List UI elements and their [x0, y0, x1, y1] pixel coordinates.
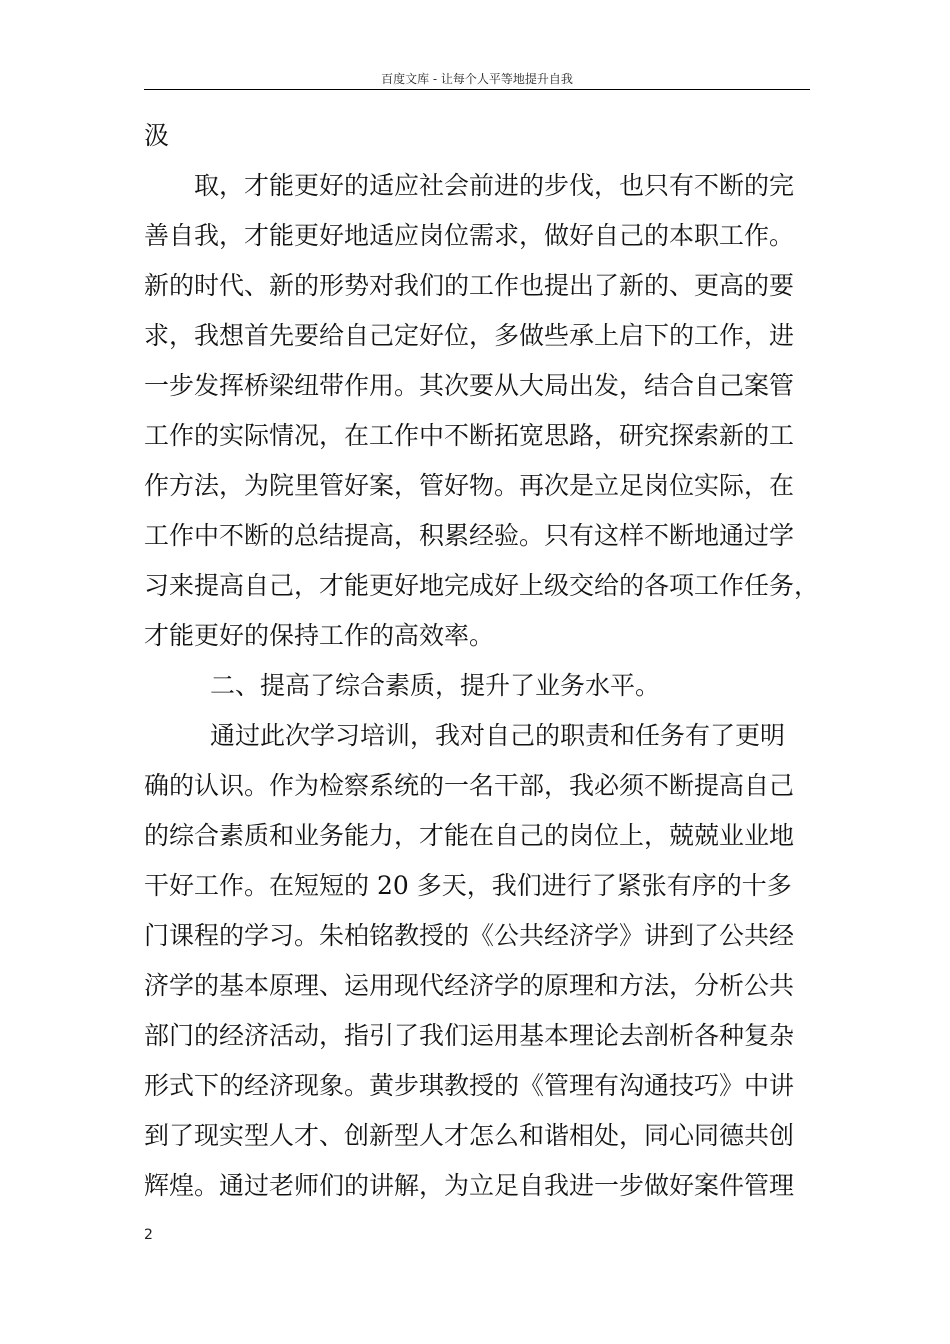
body-line: 门课程的学习。朱柏铭教授的《公共经济学》讲到了公共经	[144, 921, 795, 950]
section-heading: 二、提高了综合素质，提升了业务水平。	[210, 671, 661, 700]
body-line: 取，才能更好的适应社会前进的步伐，也只有不断的完	[194, 171, 795, 200]
body-line: 求，我想首先要给自己定好位，多做些承上启下的工作，进	[144, 321, 795, 350]
body-line: 才能更好的保持工作的高效率。	[144, 621, 495, 650]
body-line: 工作中不断的总结提高，积累经验。只有这样不断地通过学	[144, 521, 795, 550]
body-line: 的综合素质和业务能力，才能在自己的岗位上，兢兢业业地	[144, 821, 795, 850]
document-body	[144, 111, 824, 1211]
page-number: 2	[144, 1227, 153, 1243]
body-line: 干好工作。在短短的 20 多天，我们进行了紧张有序的十多	[144, 871, 792, 900]
body-line: 汲	[144, 121, 170, 150]
body-line: 作方法，为院里管好案，管好物。再次是立足岗位实际，在	[144, 471, 795, 500]
body-line: 形式下的经济现象。黄步琪教授的《管理有沟通技巧》中讲	[144, 1071, 795, 1100]
body-line: 济学的基本原理、运用现代经济学的原理和方法，分析公共	[144, 971, 795, 1000]
body-line: 辉煌。通过老师们的讲解，为立足自我进一步做好案件管理	[144, 1171, 795, 1200]
body-line: 通过此次学习培训，我对自己的职责和任务有了更明	[210, 721, 786, 750]
body-line: 确的认识。作为检察系统的一名干部，我必须不断提高自己	[144, 771, 795, 800]
body-line: 工作的实际情况，在工作中不断拓宽思路，研究探索新的工	[144, 421, 795, 450]
body-line: 部门的经济活动，指引了我们运用基本理论去剖析各种复杂	[144, 1021, 795, 1050]
body-line: 一步发挥桥梁纽带作用。其次要从大局出发，结合自己案管	[144, 371, 795, 400]
body-line: 新的时代、新的形势对我们的工作也提出了新的、更高的要	[144, 271, 795, 300]
body-line: 习来提高自己，才能更好地完成好上级交给的各项工作任务，	[144, 571, 820, 600]
body-line: 善自我，才能更好地适应岗位需求，做好自己的本职工作。	[144, 221, 795, 250]
body-line: 到了现实型人才、创新型人才怎么和谐相处，同心同德共创	[144, 1121, 795, 1150]
page-header: 百度文库 - 让每个人平等地提升自我	[144, 71, 810, 90]
